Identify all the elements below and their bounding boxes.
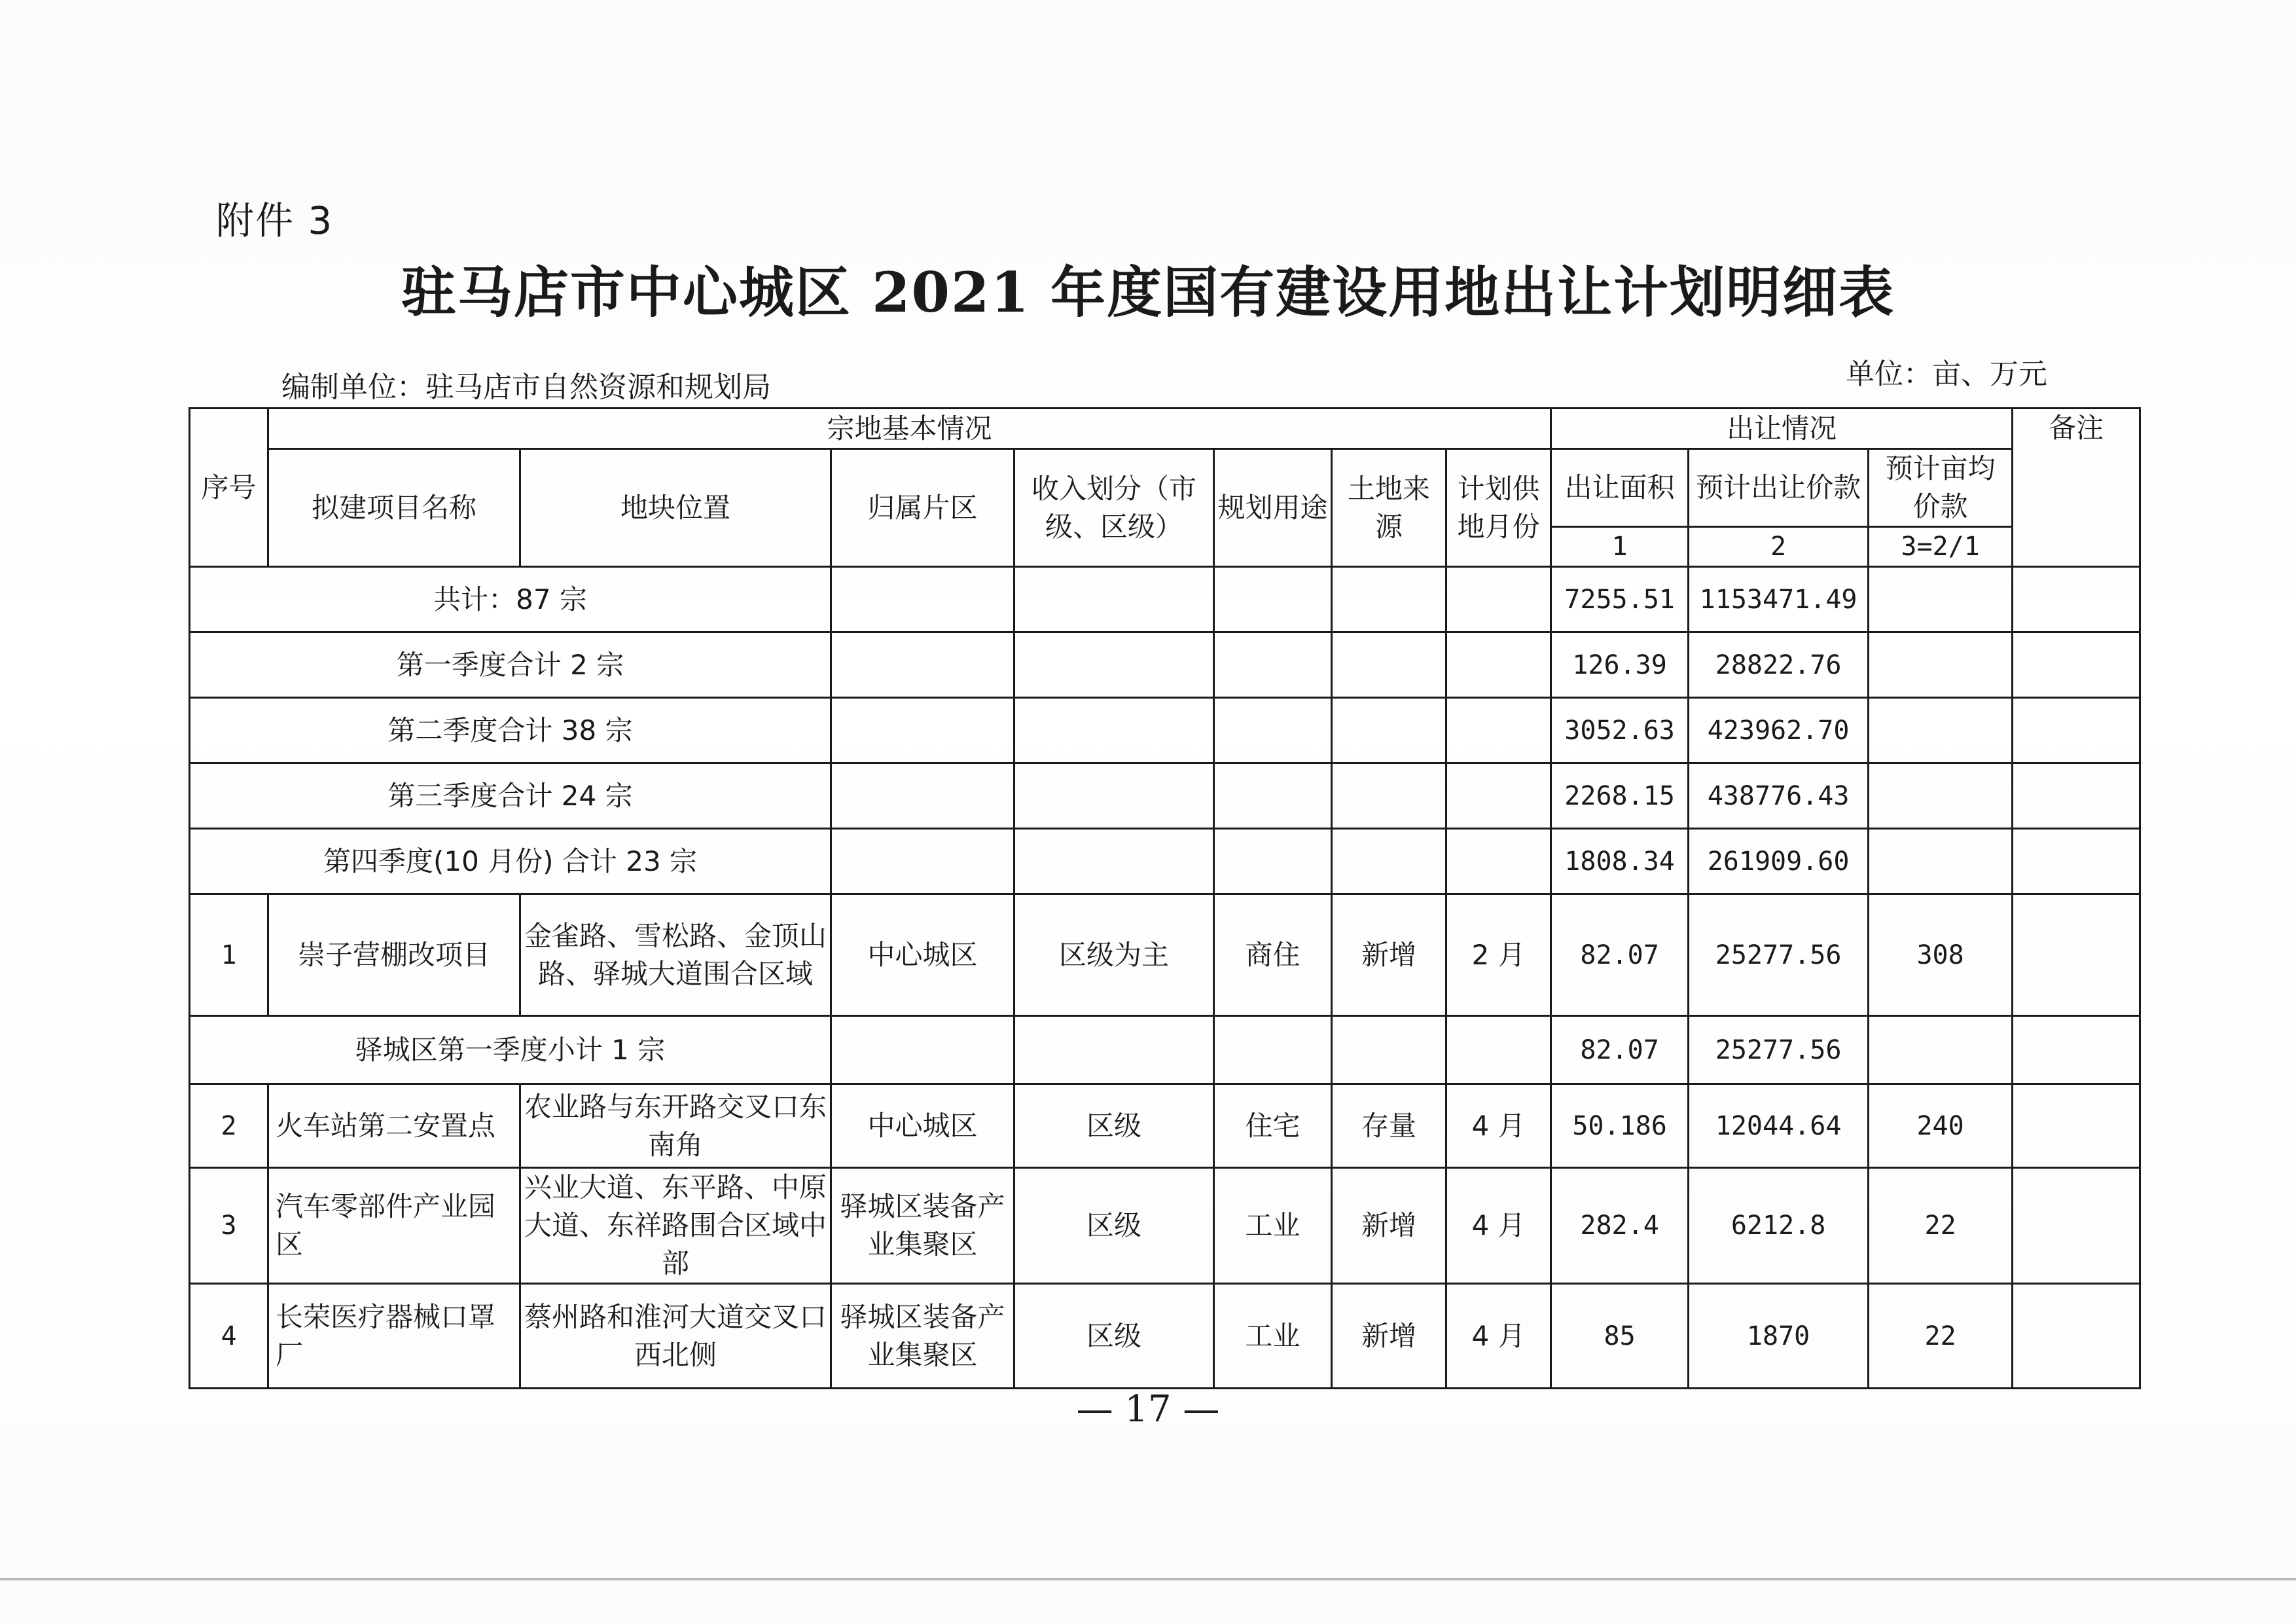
summary-label: 第二季度合计 38 宗 — [190, 698, 831, 763]
summary-label: 第一季度合计 2 宗 — [190, 632, 831, 698]
summary-price: 438776.43 — [1689, 763, 1869, 829]
row-district: 驿城区装备产业集聚区 — [831, 1168, 1014, 1284]
row-remark — [2013, 1084, 2140, 1168]
header-transfer-info: 出让情况 — [1551, 409, 2013, 449]
summary-row-q4 — [190, 829, 2140, 894]
header-usage: 规划用途 — [1214, 449, 1332, 567]
summary-price: 261909.60 — [1689, 829, 1869, 894]
row-project: 火车站第二安置点 — [268, 1084, 520, 1168]
header-row-top — [190, 409, 2140, 449]
header-month: 计划供地月份 — [1446, 449, 1551, 567]
row-area: 85 — [1551, 1284, 1689, 1389]
row-project: 汽车零部件产业园区 — [268, 1168, 520, 1284]
subtotal-price: 25277.56 — [1689, 1016, 1869, 1084]
header-location: 地块位置 — [520, 449, 831, 567]
header-income: 收入划分（市级、区级） — [1014, 449, 1214, 567]
summary-price: 1153471.49 — [1689, 567, 1869, 632]
summary-row-q2 — [190, 698, 2140, 763]
row-source: 新增 — [1332, 894, 1446, 1016]
summary-price: 423962.70 — [1689, 698, 1869, 763]
row-income: 区级 — [1014, 1084, 1214, 1168]
row-area: 282.4 — [1551, 1168, 1689, 1284]
summary-row-q1 — [190, 632, 2140, 698]
header-avg-price: 预计亩均价款 — [1869, 449, 2013, 527]
row-district: 中心城区 — [831, 1084, 1014, 1168]
row-seq: 2 — [190, 1084, 268, 1168]
row-income: 区级 — [1014, 1168, 1214, 1284]
row-usage: 商住 — [1214, 894, 1332, 1016]
table-row — [190, 1084, 2140, 1168]
row-remark — [2013, 1284, 2140, 1389]
page-number: — 17 — — [1076, 1388, 1220, 1431]
document-title: 驻马店市中心城区 2021 年度国有建设用地出让计划明细表 — [401, 260, 1895, 325]
summary-label: 第四季度(10 月份) 合计 23 宗 — [190, 829, 831, 894]
row-avg-price: 22 — [1869, 1168, 2013, 1284]
row-project: 崇子营棚改项目 — [268, 894, 520, 1016]
row-source: 存量 — [1332, 1084, 1446, 1168]
table-row — [190, 894, 2140, 1016]
header-price-index: 2 — [1689, 527, 1869, 567]
row-month: 4 月 — [1446, 1084, 1551, 1168]
row-source: 新增 — [1332, 1284, 1446, 1389]
header-source: 土地来源 — [1332, 449, 1446, 567]
row-remark — [2013, 1168, 2140, 1284]
header-remark: 备注 — [2013, 409, 2140, 567]
row-price: 12044.64 — [1689, 1084, 1869, 1168]
row-month: 4 月 — [1446, 1284, 1551, 1389]
row-project: 长荣医疗器械口罩厂 — [268, 1284, 520, 1389]
row-area: 50.186 — [1551, 1084, 1689, 1168]
summary-row-total — [190, 567, 2140, 632]
row-avg-price: 22 — [1869, 1284, 2013, 1389]
row-usage: 工业 — [1214, 1168, 1332, 1284]
subtotal-label: 驿城区第一季度小计 1 宗 — [190, 1016, 831, 1084]
row-income: 区级 — [1014, 1284, 1214, 1389]
row-month: 2 月 — [1446, 894, 1551, 1016]
row-location: 蔡州路和淮河大道交叉口西北侧 — [520, 1284, 831, 1389]
row-month: 4 月 — [1446, 1168, 1551, 1284]
row-avg-price: 240 — [1869, 1084, 2013, 1168]
summary-price: 28822.76 — [1689, 632, 1869, 698]
row-source: 新增 — [1332, 1168, 1446, 1284]
table-row — [190, 1168, 2140, 1284]
header-project: 拟建项目名称 — [268, 449, 520, 567]
header-price: 预计出让价款 — [1689, 449, 1869, 527]
scan-edge-line — [0, 1578, 2296, 1580]
summary-area: 2268.15 — [1551, 763, 1689, 829]
row-usage: 住宅 — [1214, 1084, 1332, 1168]
header-area-index: 1 — [1551, 527, 1689, 567]
row-price: 6212.8 — [1689, 1168, 1869, 1284]
row-seq: 4 — [190, 1284, 268, 1389]
header-seq: 序号 — [190, 409, 268, 567]
summary-area: 126.39 — [1551, 632, 1689, 698]
subtotal-area: 82.07 — [1551, 1016, 1689, 1084]
header-basic-info: 宗地基本情况 — [268, 409, 1551, 449]
row-district: 中心城区 — [831, 894, 1014, 1016]
subtotal-row — [190, 1016, 2140, 1084]
summary-row-q3 — [190, 763, 2140, 829]
attachment-label: 附件 3 — [216, 198, 334, 243]
table-row — [190, 1284, 2140, 1389]
summary-area: 7255.51 — [1551, 567, 1689, 632]
summary-label: 共计：87 宗 — [190, 567, 831, 632]
unit-label: 单位：亩、万元 — [1846, 357, 2047, 391]
header-row-mid — [190, 449, 2140, 527]
row-price: 1870 — [1689, 1284, 1869, 1389]
header-district: 归属片区 — [831, 449, 1014, 567]
row-price: 25277.56 — [1689, 894, 1869, 1016]
summary-area: 1808.34 — [1551, 829, 1689, 894]
row-district: 驿城区装备产业集聚区 — [831, 1284, 1014, 1389]
row-avg-price: 308 — [1869, 894, 2013, 1016]
compiling-unit: 编制单位：驻马店市自然资源和规划局 — [281, 371, 771, 404]
row-income: 区级为主 — [1014, 894, 1214, 1016]
row-remark — [2013, 894, 2140, 1016]
row-area: 82.07 — [1551, 894, 1689, 1016]
summary-area: 3052.63 — [1551, 698, 1689, 763]
header-avg-index: 3=2/1 — [1869, 527, 2013, 567]
row-location: 兴业大道、东平路、中原大道、东祥路围合区域中部 — [520, 1168, 831, 1284]
summary-label: 第三季度合计 24 宗 — [190, 763, 831, 829]
row-seq: 1 — [190, 894, 268, 1016]
row-seq: 3 — [190, 1168, 268, 1284]
header-area: 出让面积 — [1551, 449, 1689, 527]
row-usage: 工业 — [1214, 1284, 1332, 1389]
land-transfer-table — [188, 407, 2141, 1389]
row-location: 金雀路、雪松路、金顶山路、驿城大道围合区域 — [520, 894, 831, 1016]
row-location: 农业路与东开路交叉口东南角 — [520, 1084, 831, 1168]
